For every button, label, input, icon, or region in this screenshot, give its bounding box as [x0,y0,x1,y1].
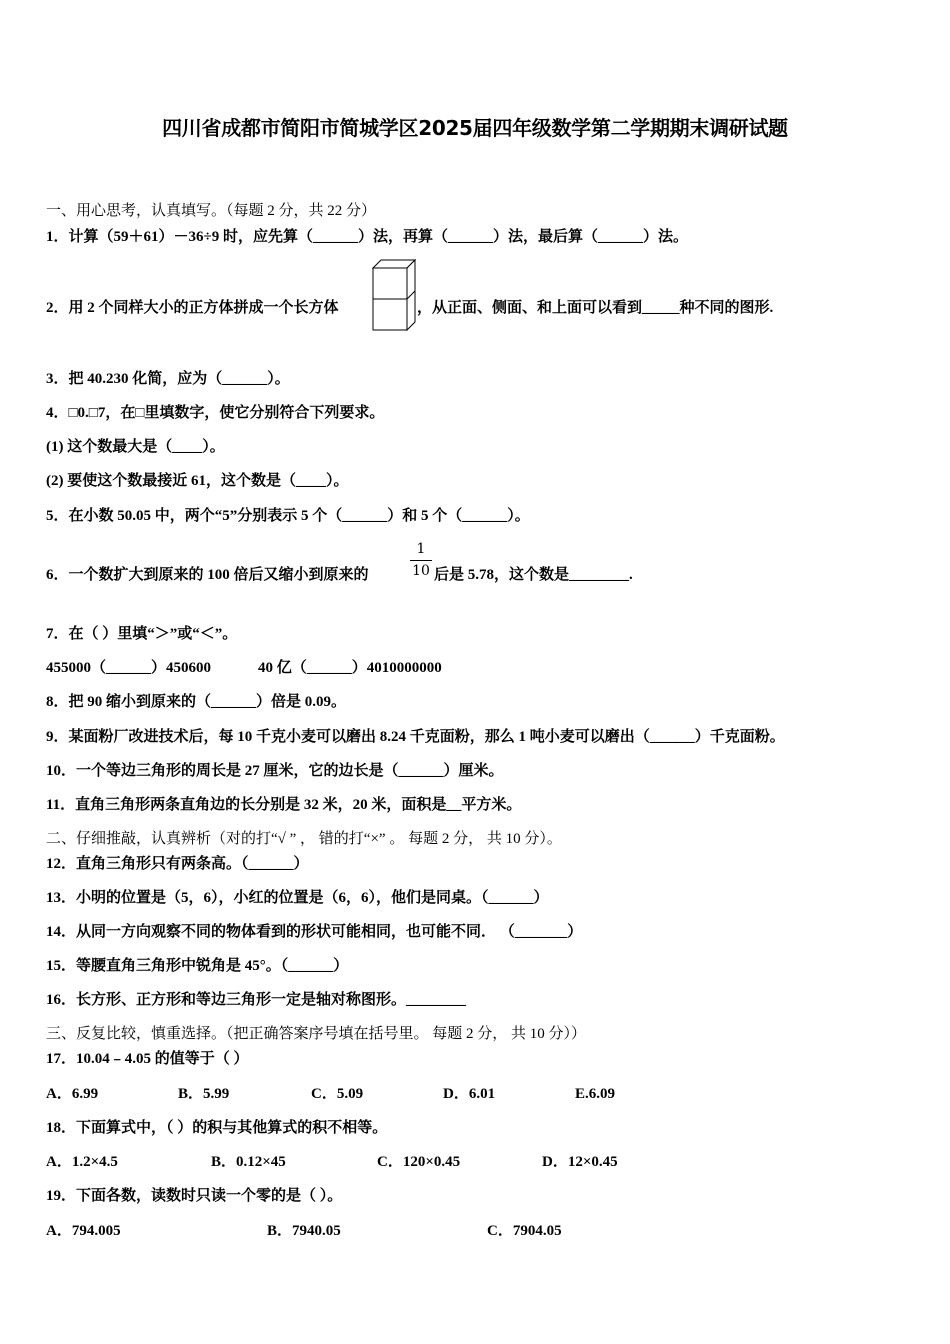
question-19: 19．下面各数，读数时只读一个零的是（ ）。 [46,1188,343,1204]
question-8: 8．把 90 缩小到原来的（______）倍是 0.09。 [46,694,347,710]
fraction-one-tenth [409,541,433,579]
question-15: 15．等腰直角三角形中锐角是 45°。（______） [46,958,349,974]
exam-title: 四川省成都市简阳市简城学区2025届四年级数学第二学期期末调研试题 [162,116,788,140]
option-a: A．1.2×4.5 [46,1154,118,1170]
option-c: C．5.09 [311,1086,364,1102]
section1-heading: 一、用心思考，认真填写。（每题 2 分，共 22 分） [46,203,377,219]
cuboid-figure [372,259,416,331]
fraction-denominator: 10 [412,563,430,579]
option-c: C．7904.05 [487,1223,562,1239]
question-13: 13．小明的位置是（5，6），小红的位置是（6，6），他们是同桌。（______） [46,890,549,906]
question-14: 14．从同一方向观察不同的物体看到的形状可能相同，也可能不同． （_______） [46,924,583,940]
question-16: 16．长方形、正方形和等边三角形一定是轴对称图形。________ [46,992,467,1008]
section2-heading: 二、仔细推敲，认真辨析（对的打“√ ” ， 错的打“×” 。 每题 2 分， 共 10 分）。 [46,831,562,847]
option-e: E.6.09 [575,1086,616,1102]
question-2-text-before: 2．用 2 个同样大小的正方体拼成一个长方体 [46,300,339,316]
question-10: 10．一个等边三角形的周长是 27 厘米，它的边长是（______）厘米。 [46,763,504,779]
fraction-numerator: 1 [416,541,426,557]
question-6-text-after: 后是 5.78，这个数是________. [434,567,633,583]
question-7: 7．在（ ）里填“＞”或“＜”。 [46,626,238,642]
question-2 [46,298,339,318]
question-17: 17．10.04﹣4.05 的值等于（ ） [46,1051,249,1067]
option-b: B．5.99 [178,1086,230,1102]
question-5: 5．在小数 50.05 中，两个“5”分别表示 5 个（______）和 5 个（______）。 [46,508,530,524]
question-18: 18．下面算式中，（ ）的积与其他算式的积不相等。 [46,1120,388,1136]
option-a: A．794.005 [46,1223,121,1239]
question-11: 11．直角三角形两条直角边的长分别是 32 米，20 米，面积是__平方米。 [46,797,522,813]
question-3: 3．把 40.230 化简，应为（______）。 [46,371,290,387]
question-4-part-1: (1) 这个数最大是（____）。 [46,439,225,455]
question-1: 1．计算（59＋61）－36÷9 时，应先算（______）法，再算（______）法，最后算（______）法。 [46,229,688,245]
option-d: D．6.01 [443,1086,496,1102]
fraction-bar [410,560,432,561]
question-12: 12．直角三角形只有两条高。（______） [46,856,309,872]
question-6-text-before: 6．一个数扩大到原来的 100 倍后又缩小到原来的 [46,567,369,583]
section3-heading: 三、反复比较，慎重选择。（把正确答案序号填在括号里。 每题 2 分， 共 10 分）） [46,1026,587,1042]
question-4: 4．□0.□7，在□里填数字，使它分别符合下列要求。 [46,405,385,421]
question-4-part-2: (2) 要使这个数最接近 61，这个数是（____）。 [46,473,349,489]
option-b: B．7940.05 [267,1223,341,1239]
option-a: A．6.99 [46,1086,99,1102]
option-c: C．120×0.45 [377,1154,461,1170]
question-7-comparison-1: 455000（______）450600 [46,660,212,676]
option-b: B．0.12×45 [211,1154,286,1170]
question-2-text-after: ，从正面、侧面、和上面可以看到_____种不同的图形. [417,300,774,316]
question-9: 9．某面粉厂改进技术后，每 10 千克小麦可以磨出 8.24 千克面粉，那么 1 吨小麦可以磨出（______）千克面粉。 [46,729,785,745]
question-7-comparison-2: 40 亿（______）4010000000 [258,660,442,676]
option-d: D．12×0.45 [542,1154,618,1170]
